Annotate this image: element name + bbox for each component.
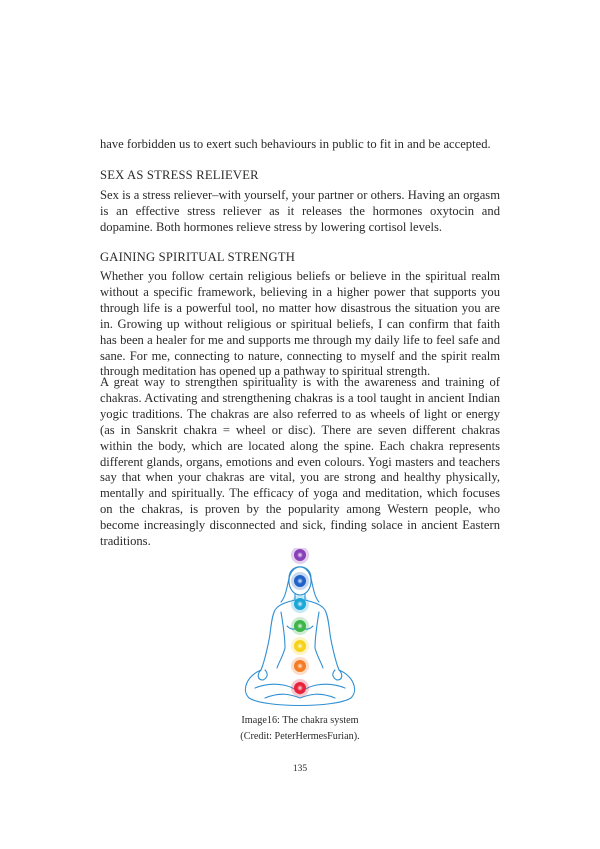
figure-body-outline-right: [305, 594, 339, 670]
figure-torso-left: [277, 612, 285, 668]
figure-caption-line1: Image16: The chakra system: [241, 715, 359, 726]
heading-spiritual: GAINING SPIRITUAL STRENGTH: [100, 250, 296, 264]
paragraph-spiritual-2: A great way to strengthen spirituality is with the awareness and training of chakras. Activating and strengthening chakras is a tool taught in ancient Indian yogic traditions. The chakras are also referred to as wheels of light or energy (as in Sanskrit chakra = wheel or disc). There are seven different chakras within the body, which are located along the spine. Each chakra represents different glands, organs, emotions and even colours. Yogi masters and teachers say that when your chakras are vital, you are strong and healthy physically, mentally and spiritually. The efficacy of yoga and meditation, which focuses on the chakras, is proven by the popularity among Western people, who become increasingly disconnected and sick, finding solace in ancient Eastern traditions.: [100, 375, 500, 549]
paragraph-spiritual-1: Whether you follow certain religious beliefs or believe in the spiritual realm without a specific framework, believing in a higher power that supports you through life is a powerful tool, no matter how disastrous the situation you are in. Growing up without religious or spiritual beliefs, I can confirm that faith has been a healer for me and supports me through my daily life to feel safe and sane. For me, connecting to nature, connecting to myself and the spirit realm through meditation has opened up a pathway to spiritual strength.: [100, 269, 500, 379]
carryover-paragraph: have forbidden us to exert such behaviours in public to fit in and be accepted.: [100, 137, 491, 151]
figure-body-outline: [261, 594, 295, 670]
chakra-highlight: [297, 623, 303, 629]
figure-hand-right: [333, 670, 342, 680]
chakra-highlight: [297, 663, 303, 669]
chakra-highlight: [297, 552, 303, 558]
chakra-highlight: [297, 643, 303, 649]
figure-hand-left: [258, 670, 267, 680]
figure-caption-line2: (Credit: PeterHermesFurian).: [240, 731, 360, 742]
chakra-highlight: [297, 578, 303, 584]
chakra-figure: [235, 548, 365, 710]
figure-hair-outline-left: [281, 578, 289, 602]
page-number: 135: [292, 764, 308, 774]
chakra-highlight: [297, 685, 303, 691]
chakra-highlight: [297, 601, 303, 607]
heading-sex-stress: SEX AS STRESS RELIEVER: [100, 168, 259, 182]
figure-torso-right: [315, 612, 323, 668]
paragraph-sex-stress: Sex is a stress reliever–with yourself, your partner or others. Having an orgasm is an effective stress reliever as it releases the hormones oxytocin and dopamine. Both hormones relieve stress by lowering cortisol levels.: [100, 188, 500, 234]
